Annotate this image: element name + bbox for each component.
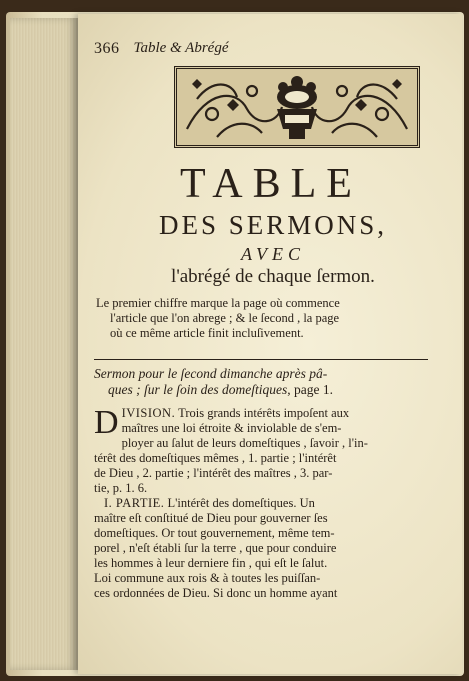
page-number: 366: [94, 40, 120, 57]
body-line: porel , n'eſt établi ſur la terre , que pour conduire: [94, 541, 337, 555]
sermon-heading-line: [94, 382, 428, 398]
page-edges: [10, 18, 78, 670]
body-line: de Dieu , 2. partie ; l'intérêt des maîtres , 3. par-: [94, 466, 333, 480]
title-table: TABLE: [180, 161, 362, 207]
section-divider: [94, 359, 428, 360]
body-line: Trois grands intérêts impoſent aux: [178, 406, 350, 420]
body-line: ployer au ſalut de leurs domeſtiques , ſavoir , l'in-: [121, 436, 368, 450]
body-line: térêt des domeſtiques mêmes , 1. partie ; l'intérêt: [94, 451, 337, 465]
title-des-sermons: DES SERMONS,: [158, 210, 388, 240]
division-label: IVISION.: [121, 406, 176, 420]
title-abrege: l'abrégé de chaque ſermon.: [171, 266, 375, 287]
sermon-heading-line: Sermon pour le ſecond dimanche après pâ-: [94, 366, 328, 381]
body-line: domeſtiques. Or tout gouvernement, même tem-: [94, 526, 335, 540]
partie-paragraph: [94, 496, 428, 601]
partie-label: I. PARTIE.: [104, 496, 165, 510]
intro-line: l'article que l'on abrege ; & le ſecond , la page: [110, 311, 340, 325]
intro-line: où ce même article finit incluſivement.: [110, 326, 304, 340]
running-title: Table & Abrégé: [133, 40, 229, 56]
body-line: L'intérêt des domeſtiques. Un: [167, 496, 315, 510]
body-line: Loi commune aux rois & à toutes les puiſſan-: [94, 571, 321, 585]
body-line: tie, p. 1. 6.: [94, 481, 148, 495]
body-line: maîtres une loi étroite & inviolable de s'em-: [121, 421, 342, 435]
title-avec: AVEC: [240, 244, 306, 264]
body-line: maître eſt conſtitué de Dieu pour gouverner ſes: [94, 511, 328, 525]
division-paragraph: [94, 406, 428, 496]
floral-ornament-icon: [174, 66, 420, 148]
sermon-page-ref: , page 1.: [287, 382, 333, 397]
page-content: [94, 40, 428, 601]
intro-line: Le premier chiffre marque la page où commence: [96, 296, 340, 310]
dropcap: D: [94, 404, 119, 441]
running-header: [94, 40, 428, 58]
sermon-heading: [94, 366, 428, 398]
intro-paragraph: [96, 296, 428, 341]
body-line: ces ordonnées de Dieu. Si donc un homme ayant: [94, 586, 338, 600]
body-line: les hommes à leur derniere fin , qui eſt le ſalut.: [94, 556, 328, 570]
sermon-heading-text: ques ; ſur le ſoin des domeſtiques: [108, 382, 288, 397]
